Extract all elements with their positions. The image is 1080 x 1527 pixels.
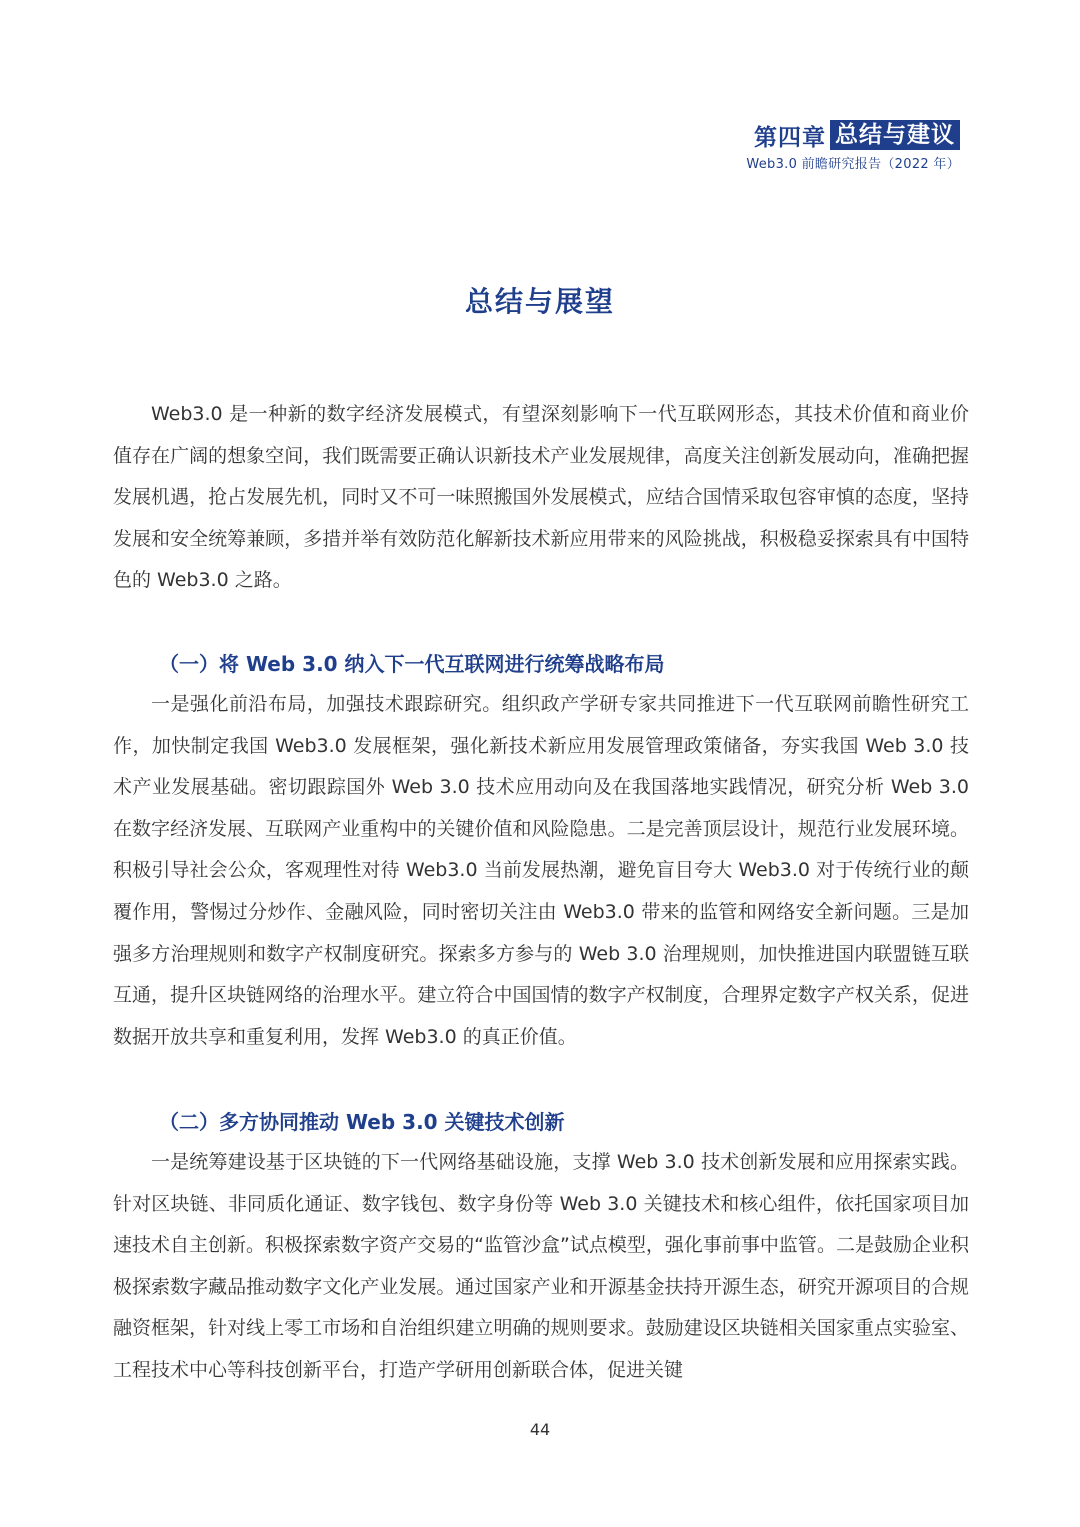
- section-body: 一是统筹建设基于区块链的下一代网络基础设施，支撑 Web 3.0 技术创新发展和应用探索实践。针对区块链、非同质化通证、数字钱包、数字身份等 Web 3.0 关键技术和核心组件，依托国家项目加速技术自主创新。积极探索数字资产交易的“监管沙盒”试点模型，强化事前事中监管。二是鼓励企业积极探索数字藏品推动数字文化产业发展。通过国家产业和开源基金扶持开源生态，研究开源项目的合规融资框架，针对线上零工市场和自治组织建立明确的规则要求。鼓励建设区块链相关国家重点实验室、工程技术中心等科技创新平台，打造产学研用创新联合体，促进关键: [113, 1151, 969, 1381]
- chapter-title: 总结与建议: [830, 120, 960, 150]
- section-body: 一是强化前沿布局，加强技术跟踪研究。组织政产学研专家共同推进下一代互联网前瞻性研究工作，加快制定我国 Web3.0 发展框架，强化新技术新应用发展管理政策储备，夯实我国 Web 3.0 技术产业发展基础。密切跟踪国外 Web 3.0 技术应用动向及在我国落地实践情况，研究分析 Web 3.0 在数字经济发展、互联网产业重构中的关键价值和风险隐患。二是完善顶层设计，规范行业发展环境。积极引导社会公众，客观理性对待 Web3.0 当前发展热潮，避免盲目夸大 Web3.0 对于传统行业的颠覆作用，警惕过分炒作、金融风险，同时密切关注由 Web3.0 带来的监管和网络安全新问题。三是加强多方治理规则和数字产权制度研究。探索多方参与的 Web 3.0 治理规则，加快推进国内联盟链互联互通，提升区块链网络的治理水平。建立符合中国国情的数字产权制度，合理界定数字产权关系，促进数据开放共享和重复利用，发挥 Web3.0 的真正价值。: [113, 693, 969, 1048]
- section-heading: （二）多方协同推动 Web 3.0 关键技术创新: [159, 1110, 565, 1134]
- intro-block: [113, 394, 969, 602]
- page-number: 44: [529, 1420, 551, 1439]
- section-1: [113, 644, 969, 1058]
- chapter-line: [746, 118, 960, 152]
- section-2: [113, 1102, 969, 1392]
- page-header: [746, 118, 960, 172]
- intro-paragraph: Web3.0 是一种新的数字经济发展模式，有望深刻影响下一代互联网形态，其技术价值和商业价值存在广阔的想象空间，我们既需要正确认识新技术产业发展规律，高度关注创新发展动向，准确把握发展机遇，抢占发展先机，同时又不可一味照搬国外发展模式，应结合国情采取包容审慎的态度，坚持发展和安全统筹兼顾，多措并举有效防范化解新技术新应用带来的风险挑战，积极稳妥探索具有中国特色的 Web3.0 之路。: [113, 403, 969, 592]
- page-title: 总结与展望: [464, 285, 615, 318]
- report-subtitle: Web3.0 前瞻研究报告（2022 年）: [746, 157, 960, 172]
- section-heading: （一）将 Web 3.0 纳入下一代互联网进行统筹战略布局: [159, 652, 665, 676]
- chapter-number: 第四章: [754, 124, 826, 151]
